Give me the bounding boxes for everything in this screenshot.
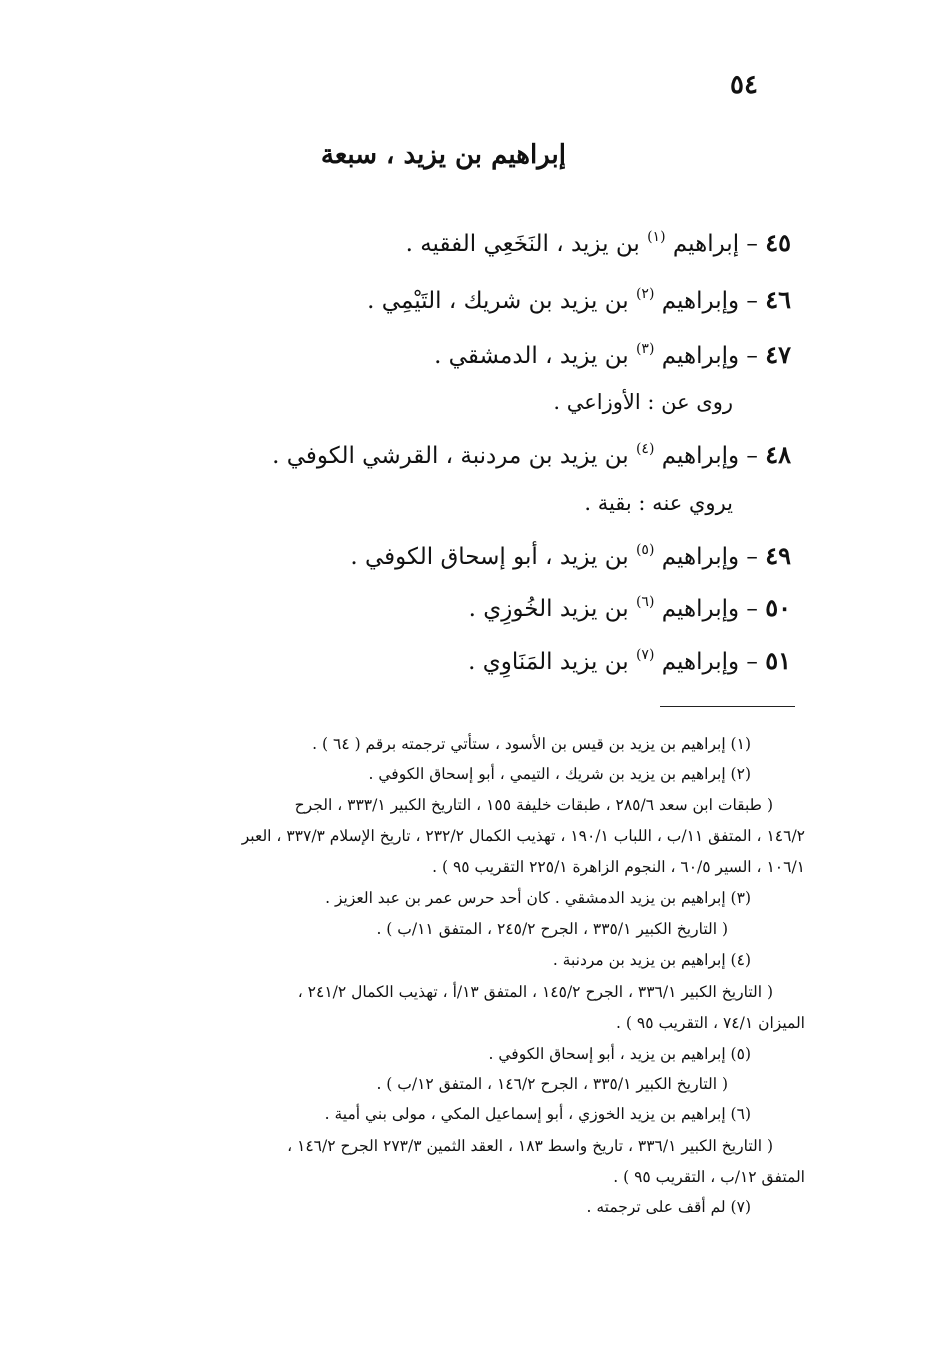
footnote-6: (٦) إبراهيم بن يزيد الخوزي ، أبو إسماعيل المكي ، مولى بني أمية . <box>324 1105 751 1123</box>
footnote-1: (١) إبراهيم بن يزيد بن قيس بن الأسود ، ستأتي ترجمته برقم ( ٦٤ ) . <box>312 735 751 753</box>
entry-49: ٤٩ – وإبراهيم $^{(٥)}$ بن يزيد ، أبو إسحاق الكوفي . <box>350 541 791 570</box>
entry-47-narrates-from: روى عن : الأوزاعي . <box>553 390 733 414</box>
footnote-5: (٥) إبراهيم بن يزيد ، أبو إسحاق الكوفي . <box>488 1045 751 1063</box>
footnote-2-sources-line-3: ١٠٦/١ ، السير ٦٠/٥ ، النجوم الزاهرة ٢٢٥/١ التقريب ٩٥ ) . <box>432 858 805 876</box>
entry-47: ٤٧ – وإبراهيم $^{(٣)}$ بن يزيد ، الدمشقي . <box>434 340 791 369</box>
footnote-separator <box>660 706 795 707</box>
footnote-4: (٤) إبراهيم بن يزيد بن مردنبة . <box>552 951 751 969</box>
entry-45: ٤٥ – إبراهيم $^{(١)}$ بن يزيد ، النَخَعِي الفقيه . <box>405 228 791 257</box>
footnote-2-sources-line-1: ( طبقات ابن سعد ٢٨٥/٦ ، طبقات خليفة ١٥٥ ، التاريخ الكبير ٣٣٣/١ ، الجرح <box>294 796 773 814</box>
footnote-3-sources: ( التاريخ الكبير ٣٣٥/١ ، الجرح ٢٤٥/٢ ، المتفق ١١/ب ) . <box>376 920 728 938</box>
entry-46: ٤٦ – وإبراهيم $^{(٢)}$ بن يزيد بن شريك ، التَيْمِي . <box>367 285 791 314</box>
footnote-4-sources-line-2: الميزان ٧٤/١ ، التقريب ٩٥ ) . <box>616 1014 805 1032</box>
entry-48-narrated-by: يروي عنه : بقية . <box>584 491 733 515</box>
footnote-2: (٢) إبراهيم بن يزيد بن شريك ، التيمي ، أبو إسحاق الكوفي . <box>368 765 751 783</box>
footnote-7: (٧) لم أقف على ترجمته . <box>586 1198 751 1216</box>
entry-50: ٥٠ – وإبراهيم $^{(٦)}$ بن يزيد الخُوزِي . <box>468 593 791 622</box>
footnote-5-sources: ( التاريخ الكبير ٣٣٥/١ ، الجرح ١٤٦/٢ ، المتفق ١٢/ب ) . <box>376 1075 728 1093</box>
footnote-2-sources-line-2: ١٤٦/٢ ، المتفق ١١/ب ، اللباب ١٩٠/١ ، تهذيب الكمال ٢٣٢/٢ ، تاريخ الإسلام ٣٣٧/٣ ، العبر <box>241 827 805 845</box>
footnote-6-sources-line-1: ( التاريخ الكبير ٣٣٦/١ ، تاريخ واسط ١٨٣ ، العقد الثمين ٢٧٣/٣ الجرح ١٤٦/٢ ، <box>287 1137 773 1155</box>
footnote-3: (٣) إبراهيم بن يزيد الدمشقي . كان أحد حرس عمر بن عبد العزيز . <box>325 889 751 907</box>
page-number: ٥٤ <box>730 70 758 100</box>
footnote-6-sources-line-2: المتفق ١٢/ب ، التقريب ٩٥ ) . <box>613 1168 805 1186</box>
section-heading: إبراهيم بن يزيد ، سبعة <box>320 140 566 170</box>
entry-51: ٥١ – وإبراهيم $^{(٧)}$ بن يزيد المَنَاوِي . <box>468 646 791 675</box>
footnote-4-sources-line-1: ( التاريخ الكبير ٣٣٦/١ ، الجرح ١٤٥/٢ ، المتفق ١٣/أ ، تهذيب الكمال ٢٤١/٢ ، <box>297 983 773 1001</box>
entry-48: ٤٨ – وإبراهيم $^{(٤)}$ بن يزيد بن مردنبة ، القرشي الكوفي . <box>272 440 791 469</box>
